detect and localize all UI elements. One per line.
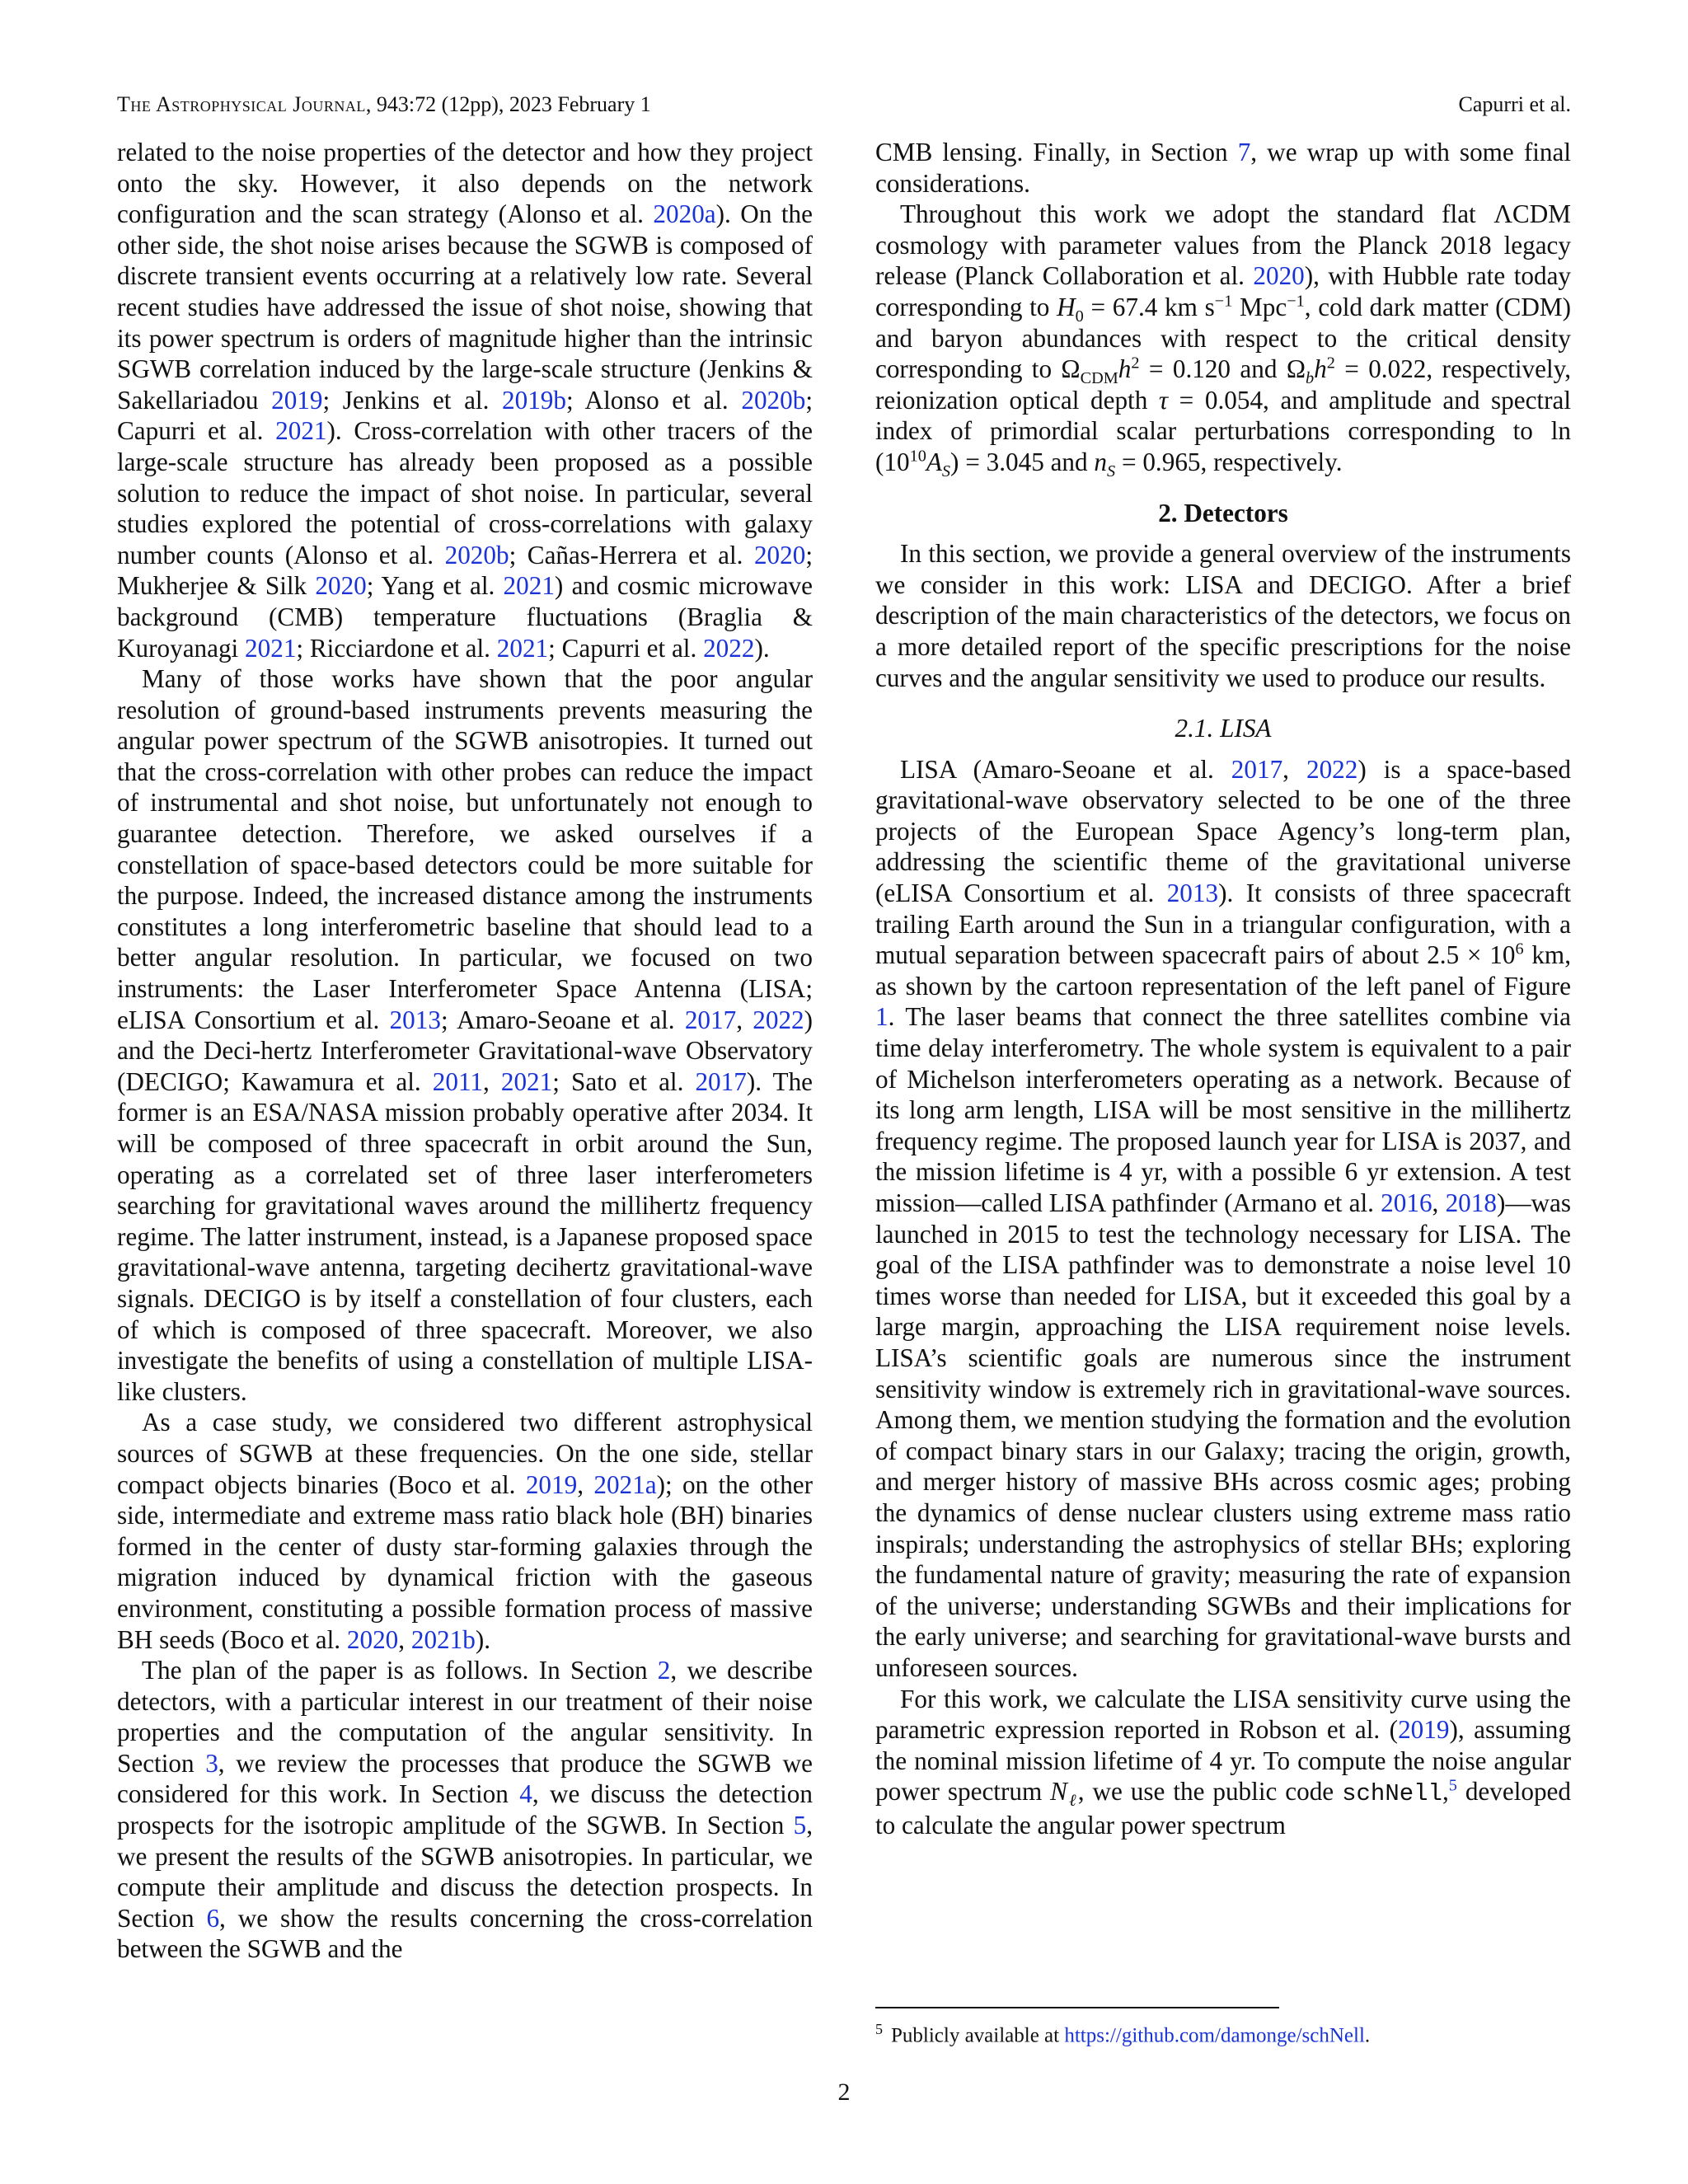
math-superscript: −1: [1287, 292, 1305, 311]
math-superscript: 6: [1515, 940, 1524, 958]
text: LISA (Amaro-Seoane et al.: [900, 754, 1231, 784]
paragraph: [117, 1655, 813, 1965]
citation-link[interactable]: 2020b: [444, 540, 509, 569]
citation-link[interactable]: 2021: [496, 633, 549, 663]
running-header: [117, 92, 1571, 125]
math-symbol: H: [1057, 292, 1076, 321]
citation-link[interactable]: 2020: [753, 540, 806, 569]
text: ).: [475, 1624, 491, 1654]
citation-link[interactable]: 2020: [1253, 261, 1305, 291]
citation-link[interactable]: 2016: [1381, 1188, 1432, 1217]
footnote-link[interactable]: 5: [1448, 1776, 1457, 1795]
text: , we present the results of the SGWB anisotropies. In particular, we compute their amplitude and discuss the detection prospects. In Section: [117, 1811, 813, 1933]
text: As a case study, we considered two different astrophysical sources of SGWB at these frequencies. On the one side, stellar compact objects binaries (Boco et al.: [117, 1408, 813, 1499]
citation-link[interactable]: 2020: [346, 1624, 399, 1654]
text: .: [1364, 2024, 1371, 2047]
text: related to the noise properties of the detector and how they project onto the sky. However, it also depends on the network configuration and the scan strategy (Alonso et al.: [117, 138, 813, 229]
journal-name: The Astrophysical Journal: [117, 92, 366, 116]
text: ); on the other side, intermediate and extreme mass ratio black hole (BH) binaries formed in the center of dusty star-forming galaxies through the migration induced by dynamical friction with the gaseous environment, constituting a possible formation process of massive BH seeds (Boco et al.: [117, 1469, 814, 1654]
citation-link[interactable]: 2021: [245, 633, 297, 663]
footnote-divider: [875, 2007, 1279, 2008]
citation-link[interactable]: 2019b: [502, 385, 566, 415]
text: ; Amaro-Seoane et al.: [440, 1005, 685, 1034]
issue-info: , 943:72 (12pp), 2023 February 1: [365, 92, 651, 116]
citation-link[interactable]: 2017: [1231, 754, 1283, 784]
citation-link[interactable]: 2013: [389, 1005, 441, 1034]
citation-link[interactable]: 2021: [500, 1066, 553, 1096]
footnote-text: Publicly available at: [891, 2024, 1065, 2047]
section-link[interactable]: 3: [205, 1748, 218, 1778]
math-superscript: 2: [1131, 354, 1140, 373]
paragraph: [875, 754, 1571, 1684]
text: ), assuming the nominal mission lifetime of 4 yr. To compute the noise angular power spectrum: [875, 1715, 1571, 1807]
math-symbol: h: [1314, 354, 1327, 384]
text: ) and cosmic microwave background (CMB) temperature fluctuations (Braglia & Kuroyanagi: [117, 571, 813, 663]
text: developed to calculate the angular power spectrum: [875, 1777, 1571, 1840]
math-subscript: b: [1306, 369, 1315, 388]
math-symbol: n: [1094, 447, 1108, 476]
paragraph: [875, 137, 1571, 199]
figure-link[interactable]: 1: [875, 1002, 889, 1032]
text: = 0.022, respectively, reionization optical depth: [875, 354, 1571, 415]
text: ,: [398, 1624, 411, 1654]
section-link[interactable]: 4: [519, 1779, 532, 1809]
text: ) = 3.045 and: [950, 447, 1095, 476]
text: ,: [1282, 754, 1306, 784]
text: , we use the public code: [1077, 1777, 1343, 1807]
math-subscript: 0: [1075, 307, 1084, 326]
text: ; Yang et al.: [366, 571, 504, 601]
citation-link[interactable]: 2020: [315, 571, 367, 601]
text: = 0.965, respectively.: [1115, 447, 1343, 476]
citation-link[interactable]: 2017: [684, 1005, 737, 1034]
citation-link[interactable]: 2020a: [653, 199, 716, 229]
text: Many of those works have shown that the poor angular resolution of ground-based instruments prevents measuring the angular power spectrum of the SGWB anisotropies. It turned out that the cross-correlation with other probes can reduce the impact of instrumental and shot noise, but unfortunately not enough to guarantee detection. Therefore, we asked ourselves if a constellation of space-based detectors could be more suitable for the purpose. Indeed, the increased distance among the instruments constitutes a long interferometric baseline that should lead to a better angular resolution. In particular, we focused on two instruments: the Laser Interferometer Space Antenna (LISA; eLISA Consortium et al.: [117, 664, 813, 1034]
text: ; Cañas-Herrera et al.: [509, 540, 754, 569]
citation-link[interactable]: 2021: [503, 571, 555, 601]
section-heading: 2. Detectors: [1158, 498, 1288, 527]
text: For this work, we calculate the LISA sensitivity curve using the parametric expression reported in Robson et al. (: [875, 1684, 1571, 1745]
text: . The laser beams that connect the three satellites combine via time delay interferometry. The whole system is equivalent to a pair of Michelson interferometers operating as a network. Because of its long arm length, LISA will be most sensitive in the millihertz frequency regime. The proposed launch year for LISA is 2037, and the mission lifetime is 4 yr, with a possible 6 yr extension. A test mission—called LISA pathfinder (Armano et al.: [875, 1002, 1571, 1217]
text: ,: [1442, 1777, 1449, 1807]
text: ). On the other side, the shot noise arises because the SGWB is composed of discrete transient events occurring at a relatively low rate. Several recent studies have addressed the issue of shot noise, showing that its power spectrum is orders of magnitude higher than the intrinsic SGWB correlation induced by the large-scale structure (Jenkins & Sakellariadou: [117, 199, 813, 415]
citation-link[interactable]: 2019: [1398, 1715, 1450, 1745]
footnote-url-link[interactable]: https://github.com/damonge/schNell: [1064, 2024, 1365, 2047]
text: ), with Hubble rate today corresponding to: [875, 261, 1571, 321]
text: ). Cross-correlation with other tracers of the large-scale structure has already been proposed as a possible solution to reduce the impact of shot noise. In particular, several studies explored the potential of cross-correlations with galaxy number counts (Alonso et al.: [117, 416, 813, 569]
citation-link[interactable]: 2013: [1166, 879, 1219, 908]
math-symbol: Ω: [1061, 354, 1081, 384]
paragraph: [875, 199, 1571, 481]
text: )—was launched in 2015 to test the technology necessary for LISA. The goal of the LISA pathfinder was to demonstrate a noise level 10 times worse than needed for LISA, but it exceeded this goal by a large margin, approaching the LISA requirement noise levels. LISA’s scientific goals are numerous since the instrument sensitivity window is extremely rich in gravitational-wave sources. Among them, we mention studying the formation and the evolution of compact binary stars in our Galaxy; tracing the origin, growth, and merger history of massive BHs across cosmic ages; probing the dynamics of dense nuclear clusters using extreme mass ratio inspirals; understanding the astrophysics of stellar BHs; exploring the fundamental nature of gravity; measuring the rate of expansion of the universe; understanding SGWBs and their implications for the early universe; and searching for gravitational-wave bursts and unforeseen sources.: [875, 1188, 1572, 1682]
text: ,: [482, 1066, 501, 1096]
text: , we discuss the detection prospects for the isotropic amplitude of the SGWB. In Section: [117, 1779, 813, 1840]
text: ).: [754, 633, 770, 663]
section-link[interactable]: 2: [657, 1656, 671, 1685]
paragraph: [117, 663, 813, 1407]
text: ) and the Deci-hertz Interferometer Gravitational-wave Observatory (DECIGO; Kawamura et al.: [117, 1005, 814, 1096]
paragraph: [117, 1407, 813, 1655]
text: , we describe detectors, with a particular interest in our treatment of their noise properties and the computation of the angular sensitivity. In Section: [117, 1656, 813, 1778]
text: ). It consists of three spacecraft trailing Earth around the Sun in a triangular configuration, with a mutual separation between spacecraft pairs of about 2.5 × 10: [875, 879, 1571, 970]
footnote-number: 5: [875, 2021, 883, 2037]
math-symbol: τ: [1158, 385, 1169, 415]
citation-link[interactable]: 2017: [695, 1066, 747, 1096]
citation-link[interactable]: 2021b: [410, 1624, 476, 1654]
citation-link[interactable]: 2021a: [593, 1469, 657, 1499]
citation-link[interactable]: 2019: [525, 1469, 578, 1499]
text: = 0.120 and: [1139, 354, 1287, 384]
math-symbol: h: [1118, 354, 1132, 384]
footnote: [875, 2016, 1571, 2049]
text: ,: [1432, 1188, 1446, 1217]
text: ) is a space-based gravitational-wave observatory selected to be one of the three projects of the European Space Agency’s long-term plan, addressing the scientific theme of the gravitational universe (eLISA Consortium et al.: [875, 754, 1571, 908]
citation-link[interactable]: 2018: [1445, 1188, 1497, 1217]
text: ,: [736, 1005, 753, 1034]
text: , we show the results concerning the cross-correlation between the SGWB and the: [117, 1903, 813, 1964]
text: ; Ricciardone et al.: [296, 633, 497, 663]
text: ; Capurri et al.: [117, 385, 813, 446]
citation-link[interactable]: 2019: [271, 385, 323, 415]
text: ; Jenkins et al.: [322, 385, 503, 415]
math-subscript: CDM: [1080, 369, 1118, 388]
text: CMB lensing. Finally, in Section: [875, 138, 1238, 166]
text: = 0.054, and amplitude and spectral index of primordial scalar perturbations corresponding to ln (10: [875, 385, 1571, 476]
journal-citation: [117, 92, 651, 117]
text: Throughout this work we adopt the standard flat ΛCDM cosmology with parameter values from the Planck 2018 legacy release (Planck Collaboration et al.: [875, 199, 1571, 291]
citation-link[interactable]: 2022: [753, 1005, 804, 1034]
citation-link[interactable]: 2022: [1306, 754, 1358, 784]
text: km, as shown by the cartoon representation of the left panel of Figure: [875, 940, 1571, 1001]
subsection-heading: 2.1. LISA: [1175, 714, 1272, 743]
citation-link[interactable]: 2021: [275, 416, 327, 446]
math-subscript: S: [941, 462, 951, 481]
text: ; Capurri et al.: [548, 633, 704, 663]
page-number: 2: [837, 2079, 851, 2106]
text: Mpc: [1232, 292, 1287, 321]
left-column: [117, 137, 813, 1965]
math-symbol: Ω: [1286, 354, 1306, 384]
text: ,: [577, 1469, 594, 1499]
paragraph: In this section, we provide a general overview of the instruments we consider in this work: LISA and DECIGO. After a brief description of the main characteristics of the detectors, we focus on a more detailed report of the specific prescriptions for the noise curves and the angular sensitivity we used to produce our results.: [875, 539, 1571, 692]
text: The plan of the paper is as follows. In Section: [142, 1656, 658, 1685]
math-superscript: 10: [909, 447, 926, 466]
text: = 67.4 km s: [1083, 292, 1215, 321]
text: , cold dark matter (CDM) and baryon abundances with respect to the critical density corresponding to: [875, 292, 1571, 384]
section-link[interactable]: 7: [1237, 138, 1251, 166]
running-authors: Capurri et al.: [1458, 92, 1571, 116]
math-symbol: A: [926, 447, 942, 476]
section-link[interactable]: 5: [793, 1811, 807, 1840]
citation-link[interactable]: 2022: [703, 633, 755, 663]
code-name: schNell: [1342, 1780, 1442, 1808]
text: ). The former is an ESA/NASA mission probably operative after 2034. It will be composed of three spacecraft in orbit around the Sun, operating as a correlated set of three laser interferometers searching for gravitational waves around the millihertz frequency regime. The latter instrument, instead, is a Japanese proposed space gravitational-wave antenna, targeting decihertz gravitational-wave signals. DECIGO is by itself a constellation of four clusters, each of which is composed of three spacecraft. Moreover, we also investigate the benefits of using a constellation of multiple LISA-like clusters.: [117, 1066, 814, 1406]
citation-link[interactable]: 2011: [432, 1066, 483, 1096]
math-symbol: N: [1050, 1777, 1067, 1807]
paragraph: [875, 1684, 1571, 1841]
math-subscript: S: [1107, 462, 1116, 481]
section-link[interactable]: 6: [206, 1903, 220, 1933]
text: ; Sato et al.: [552, 1066, 696, 1096]
math-superscript: −1: [1214, 292, 1233, 311]
right-column: [875, 137, 1571, 1840]
math-superscript: 2: [1326, 354, 1335, 373]
text: ; Alonso et al.: [565, 385, 742, 415]
citation-link[interactable]: 2020b: [741, 385, 806, 415]
math-subscript: ℓ: [1067, 1792, 1078, 1811]
text: ; Mukherjee & Silk: [117, 540, 813, 601]
text: , we review the processes that produce the SGWB we considered for this work. In Section: [117, 1748, 813, 1809]
text: , we wrap up with some final considerations.: [875, 138, 1572, 198]
paragraph: [117, 137, 813, 663]
